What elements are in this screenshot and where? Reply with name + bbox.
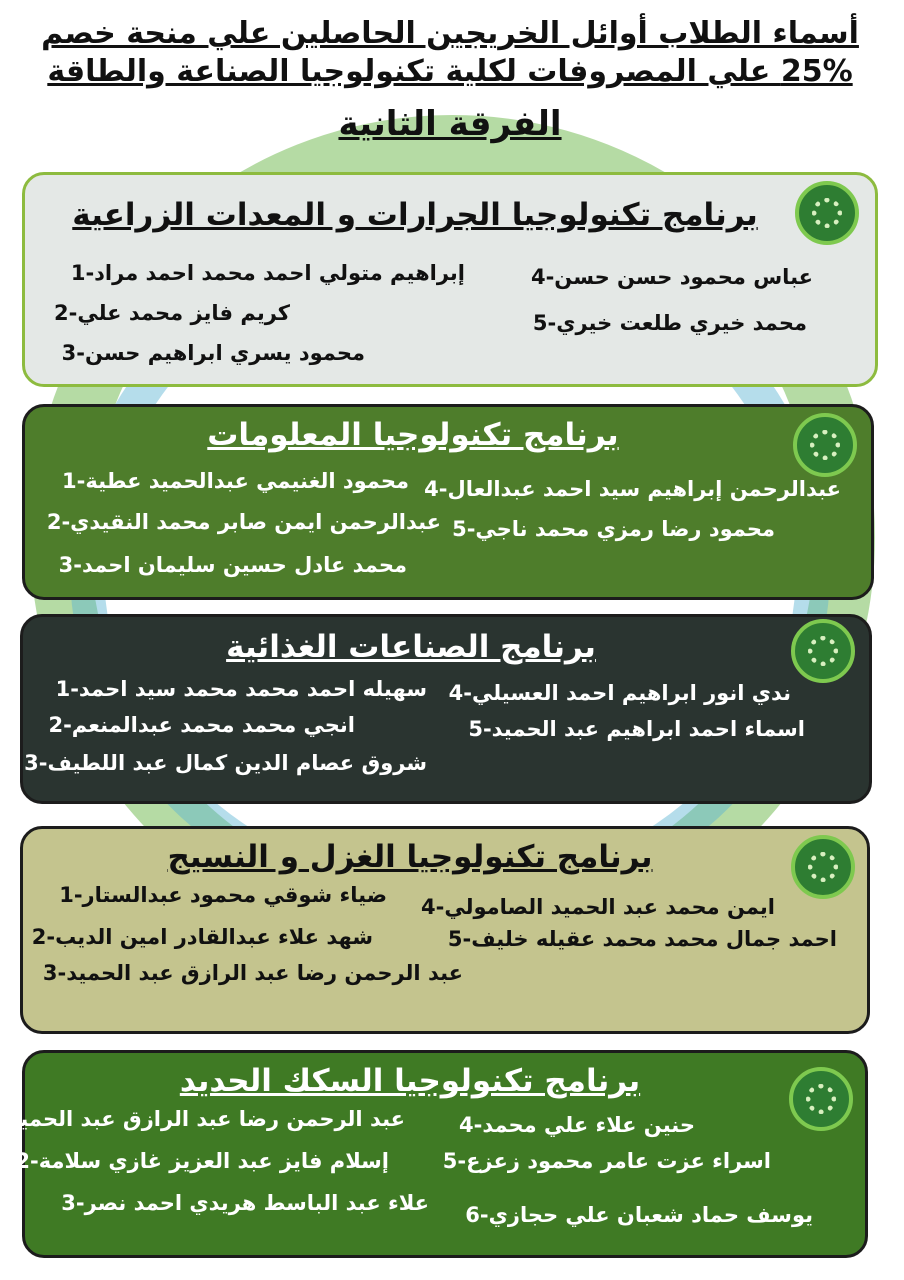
student-name: شهد علاء عبدالقادر امين الديب-2 <box>31 925 373 949</box>
student-name: شروق عصام الدين كمال عبد اللطيف-3 <box>24 751 427 775</box>
university-logo-icon <box>791 619 855 683</box>
program-title: برنامج تكنولوجيا الغزل و النسيج <box>167 839 653 875</box>
student-name: محمود الغنيمي عبدالحميد عطية-1 <box>62 469 409 493</box>
program-title: برنامج تكنولوجيا المعلومات <box>207 417 619 453</box>
student-name: إسلام فايز عبد العزيز غازي سلامة-2 <box>15 1149 389 1173</box>
program-title: برنامج الصناعات الغذائية <box>226 629 596 665</box>
student-name: محمد خيري طلعت خيري-5 <box>532 311 807 335</box>
student-name: انجي محمد محمد عبدالمنعم-2 <box>48 713 355 737</box>
student-name: عباس محمود حسن حسن-4 <box>530 265 813 289</box>
student-name: محمود يسري ابراهيم حسن-3 <box>61 341 365 365</box>
student-name: كريم فايز محمد علي-2 <box>54 301 290 325</box>
student-name: ندي انور ابراهيم احمد العسيلي-4 <box>448 681 791 705</box>
page-title-line-1: أسماء الطلاب أوائل الخريجين الحاصلين علي منحة خصم <box>41 16 859 51</box>
university-logo-icon <box>791 835 855 899</box>
program-card-spinning-weaving <box>20 826 870 1034</box>
student-name: محمود رضا رمزي محمد ناجي-5 <box>452 517 775 541</box>
program-card-food-industries <box>20 614 872 804</box>
student-name: عبدالرحمن ايمن صابر محمد النقيدي-2 <box>46 510 441 534</box>
student-name: يوسف حماد شعبان علي حجازي-6 <box>465 1203 813 1227</box>
student-name: ضياء شوقي محمود عبدالستار-1 <box>59 883 387 907</box>
student-name: سهيله احمد محمد محمد سيد احمد-1 <box>55 677 427 701</box>
student-name: إبراهيم متولي احمد محمد احمد مراد-1 <box>70 261 465 285</box>
student-name: احمد جمال محمد محمد عقيله خليف-5 <box>447 927 837 951</box>
student-name: ايمن محمد عبد الحميد الصامولي-4 <box>421 895 775 919</box>
student-name: عبدالرحمن إبراهيم سيد احمد عبدالعال-4 <box>424 477 841 501</box>
student-name: حنين علاء علي محمد-4 <box>459 1113 695 1137</box>
student-name: عبد الرحمن رضا عبد الرازق عبد الحميد- <box>0 1107 405 1131</box>
program-card-railways <box>0 1050 868 1258</box>
program-title: برنامج تكنولوجيا السكك الحديد <box>179 1063 641 1099</box>
university-logo-icon <box>789 1067 853 1131</box>
page-title-line-2: 25% علي المصروفات لكلية تكنولوجيا الصناعة والطاقة <box>47 54 853 89</box>
program-title: برنامج تكنولوجيا الجرارات و المعدات الزراعية <box>72 197 758 233</box>
student-name: علاء عبد الباسط هريدي احمد نصر-3 <box>61 1191 429 1215</box>
student-name: اسماء احمد ابراهيم عبد الحميد-5 <box>468 717 805 741</box>
university-logo-icon <box>793 413 857 477</box>
program-card-tractors <box>22 172 878 387</box>
program-card-information-technology <box>22 404 874 600</box>
student-name: محمد عادل حسين سليمان احمد-3 <box>58 553 407 577</box>
student-name: عبد الرحمن رضا عبد الرازق عبد الحميد-3 <box>42 961 463 985</box>
year-level-heading: الفرقة الثانية <box>338 104 562 144</box>
student-name: اسراء عزت عامر محمود زعزع-5 <box>442 1149 771 1173</box>
